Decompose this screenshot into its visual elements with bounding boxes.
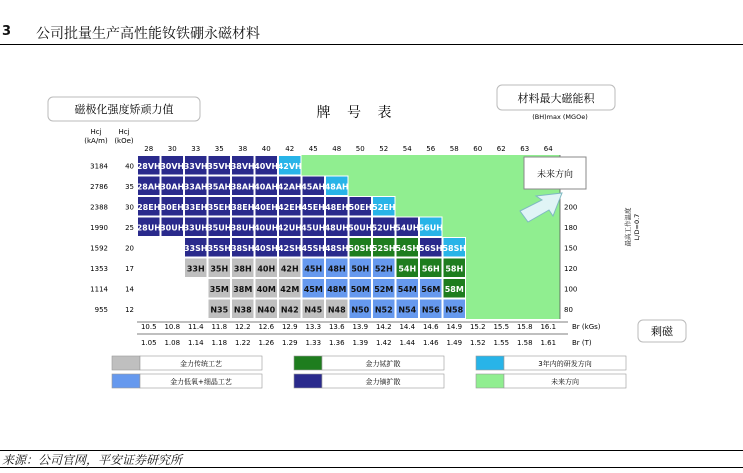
grade-chart: [0, 30, 743, 450]
grade-label: N35: [210, 305, 229, 315]
right-axis-label: 最高工作温度: [624, 207, 632, 247]
empty-cell: [184, 299, 208, 320]
grade-label: 42VH: [277, 161, 302, 171]
grade-label: 38VH: [230, 161, 255, 171]
grade-label: N42: [280, 305, 299, 315]
legend-label: 金力铽扩散: [365, 360, 401, 368]
grade-label: 30AH: [160, 182, 185, 192]
br-kgs-tick: 14.2: [375, 323, 392, 331]
grade-label: 28UH: [136, 223, 161, 233]
br-t-tick: 1.55: [493, 339, 510, 347]
right-axis-tick: 180: [564, 223, 578, 232]
hcj-ka-header: (kA/m): [84, 137, 108, 145]
br-t-tick: 1.52: [469, 339, 486, 347]
chart-title: 牌 号 表: [316, 105, 398, 121]
br-kgs-tick: 15.5: [493, 323, 510, 331]
grade-label: 58SH: [442, 243, 467, 253]
grade-label: 40SH: [254, 243, 279, 253]
grade-label: 40UH: [254, 223, 279, 233]
grade-label: 48H: [327, 264, 346, 274]
grade-label: 40M: [256, 284, 276, 294]
grade-label: 48UH: [324, 223, 349, 233]
br-t-tick: 1.46: [422, 339, 439, 347]
br-kgs-tick: 16.1: [540, 323, 557, 331]
grade-label: 54H: [398, 264, 417, 274]
right-callout-subtext: (BH)max (MGOe): [532, 113, 588, 121]
right-axis-tick: 100: [564, 285, 578, 294]
legend-swatch: [294, 374, 322, 388]
grade-label: 40EH: [254, 202, 278, 212]
grade-label: 54SH: [395, 243, 420, 253]
empty-cell: [161, 299, 185, 320]
br-kgs-label: Br (kGs): [572, 323, 601, 331]
grade-label: 58H: [445, 264, 464, 274]
legend-label: 金力传统工艺: [180, 360, 222, 368]
remanence-callout-text: 剩磁: [651, 325, 673, 338]
br-t-tick: 1.14: [187, 339, 204, 347]
grade-label: 30EH: [160, 202, 184, 212]
grade-label: 48EH: [325, 202, 349, 212]
grade-label: 33VH: [183, 161, 208, 171]
bhmax-tick: 52: [379, 145, 389, 153]
grade-label: 35AH: [207, 182, 232, 192]
br-t-tick: 1.58: [516, 339, 533, 347]
left-callout-text: 磁极化强度矫顽力值: [74, 103, 174, 116]
br-kgs-tick: 13.3: [305, 323, 322, 331]
grade-label: 42EH: [278, 202, 302, 212]
br-t-tick: 1.08: [164, 339, 181, 347]
grade-label: 56M: [421, 284, 441, 294]
bhmax-tick: 30: [167, 145, 177, 153]
grade-label: 45UH: [301, 223, 326, 233]
grade-label: 38EH: [231, 202, 255, 212]
grade-label: 54UH: [395, 223, 420, 233]
right-axis-tick: 200: [564, 203, 578, 212]
bhmax-tick: 62: [496, 145, 506, 153]
legend-label: 未来方向: [551, 378, 579, 386]
grade-label: 54M: [397, 284, 417, 294]
legend-swatch: [476, 356, 504, 370]
grade-label: 52SH: [371, 243, 396, 253]
grade-label: 50UH: [348, 223, 373, 233]
right-axis-tick: 80: [564, 305, 573, 314]
grade-label: 33SH: [183, 243, 208, 253]
br-t-tick: 1.26: [258, 339, 275, 347]
grade-label: 45H: [304, 264, 323, 274]
grade-label: 56H: [421, 264, 440, 274]
br-t-tick: 1.05: [140, 339, 157, 347]
br-t-tick: 1.36: [328, 339, 345, 347]
br-t-tick: 1.42: [375, 339, 392, 347]
grade-label: 48AH: [324, 182, 349, 192]
legend-swatch: [476, 374, 504, 388]
br-kgs-tick: 12.9: [281, 323, 298, 331]
grade-label: 42UH: [277, 223, 302, 233]
br-t-tick: 1.33: [305, 339, 322, 347]
br-t-tick: 1.49: [446, 339, 463, 347]
future-direction-text: 未来方向: [536, 170, 574, 180]
grade-label: 50EH: [348, 202, 372, 212]
bhmax-tick: 56: [426, 145, 436, 153]
br-kgs-tick: 11.4: [187, 323, 204, 331]
grade-label: 33AH: [183, 182, 208, 192]
figure-number: 3: [2, 24, 12, 39]
grade-label: 28VH: [136, 161, 161, 171]
hcj-koe-header: Hcj: [118, 128, 130, 136]
grade-label: N38: [233, 305, 252, 315]
br-kgs-tick: 13.9: [352, 323, 369, 331]
bhmax-tick: 40: [261, 145, 271, 153]
bhmax-tick: 64: [543, 145, 553, 153]
hcj-koe-tick: 17: [125, 264, 134, 273]
br-kgs-tick: 11.8: [211, 323, 228, 331]
grade-label: 45AH: [301, 182, 326, 192]
grade-label: N58: [445, 305, 464, 315]
empty-cell: [161, 237, 185, 258]
br-kgs-tick: 13.6: [328, 323, 345, 331]
br-kgs-tick: 15.8: [516, 323, 533, 331]
legend-swatch: [112, 356, 140, 370]
grade-label: 40H: [257, 264, 276, 274]
grade-label: 28AH: [136, 182, 161, 192]
bhmax-tick: 50: [355, 145, 365, 153]
grade-label: 56UH: [418, 223, 443, 233]
br-t-tick: 1.39: [352, 339, 369, 347]
legend-label: 金力低氧+细晶工艺: [170, 378, 232, 386]
br-kgs-tick: 10.5: [140, 323, 157, 331]
hcj-ka-tick: 1990: [90, 223, 108, 232]
legend-label: 3年内的研发方向: [538, 360, 592, 368]
br-t-tick: 1.22: [234, 339, 251, 347]
br-kgs-tick: 14.4: [399, 323, 416, 331]
grade-label: 38H: [233, 264, 252, 274]
grade-label: 33UH: [183, 223, 208, 233]
grade-label: 33H: [186, 264, 205, 274]
source-note: 来源：公司官网，平安证券研究所: [0, 450, 743, 468]
br-t-label: Br (T): [572, 339, 592, 347]
grade-label: 35VH: [207, 161, 232, 171]
hcj-koe-tick: 20: [125, 244, 134, 253]
grade-label: 48SH: [324, 243, 349, 253]
hcj-koe-tick: 25: [125, 223, 134, 232]
br-kgs-tick: 15.2: [469, 323, 486, 331]
empty-cell: [137, 299, 161, 320]
hcj-koe-tick: 12: [125, 305, 134, 314]
grade-label: 42SH: [277, 243, 302, 253]
right-axis-tick: 120: [564, 264, 578, 273]
grade-label: 35UH: [207, 223, 232, 233]
bhmax-tick: 48: [332, 145, 342, 153]
grade-label: N50: [351, 305, 370, 315]
br-t-tick: 1.29: [281, 339, 298, 347]
right-axis-tick: 150: [564, 244, 578, 253]
grade-label: 45EH: [301, 202, 325, 212]
legend-label: 金力镝扩散: [365, 378, 401, 386]
hcj-ka-tick: 1114: [90, 285, 108, 294]
grade-label: N40: [257, 305, 276, 315]
grade-label: 50SH: [348, 243, 373, 253]
br-t-tick: 1.44: [399, 339, 416, 347]
br-kgs-tick: 14.9: [446, 323, 463, 331]
br-kgs-tick: 10.8: [164, 323, 181, 331]
right-axis-label: L/D=0.7: [633, 213, 641, 241]
bhmax-tick: 28: [144, 145, 154, 153]
hcj-koe-tick: 35: [125, 182, 134, 191]
br-kgs-tick: 12.2: [234, 323, 251, 331]
grade-label: 52H: [374, 264, 393, 274]
grade-label: 30UH: [160, 223, 185, 233]
grade-label: 35M: [209, 284, 229, 294]
grade-label: 52EH: [372, 202, 396, 212]
grade-label: N54: [398, 305, 417, 315]
grade-label: 56SH: [418, 243, 443, 253]
grade-label: 50H: [351, 264, 370, 274]
empty-cell: [137, 258, 161, 279]
br-kgs-tick: 12.6: [258, 323, 275, 331]
hcj-koe-tick: 14: [125, 285, 134, 294]
bhmax-tick: 35: [214, 145, 224, 153]
grade-label: 38UH: [230, 223, 255, 233]
grade-label: N45: [304, 305, 323, 315]
hcj-koe-tick: 30: [125, 203, 134, 212]
bhmax-tick: 33: [191, 145, 201, 153]
empty-cell: [137, 278, 161, 299]
bhmax-tick: 54: [402, 145, 412, 153]
grade-label: 50M: [350, 284, 370, 294]
hcj-ka-tick: 955: [94, 305, 108, 314]
hcj-koe-header: (kOe): [114, 137, 134, 145]
hcj-ka-tick: 1592: [90, 244, 108, 253]
grade-label: N52: [374, 305, 393, 315]
grade-label: 42M: [280, 284, 300, 294]
hcj-koe-tick: 40: [125, 162, 134, 171]
figure-title: 公司批量生产高性能钕铁硼永磁材料: [36, 26, 260, 42]
grade-label: 35EH: [207, 202, 231, 212]
grade-label: 40AH: [254, 182, 279, 192]
bhmax-tick: 38: [238, 145, 248, 153]
br-t-tick: 1.61: [540, 339, 557, 347]
hcj-ka-tick: 2388: [90, 203, 108, 212]
grade-label: N48: [327, 305, 346, 315]
right-callout-text: 材料最大磁能积: [517, 92, 595, 105]
grade-label: 40VH: [254, 161, 279, 171]
grade-label: 45SH: [301, 243, 326, 253]
grade-label: 38M: [233, 284, 253, 294]
grade-label: 48M: [327, 284, 347, 294]
legend-swatch: [294, 356, 322, 370]
grade-label: 45M: [303, 284, 323, 294]
grade-label: 33EH: [184, 202, 208, 212]
empty-cell: [184, 278, 208, 299]
hcj-ka-header: Hcj: [90, 128, 102, 136]
empty-cell: [161, 258, 185, 279]
grade-label: 35SH: [207, 243, 232, 253]
bhmax-tick: 63: [520, 145, 530, 153]
grade-label: 52M: [374, 284, 394, 294]
grade-label: 42H: [280, 264, 299, 274]
bhmax-tick: 58: [449, 145, 459, 153]
br-kgs-tick: 14.6: [422, 323, 439, 331]
grade-label: N56: [421, 305, 440, 315]
grade-label: 52UH: [371, 223, 396, 233]
bhmax-tick: 45: [308, 145, 318, 153]
grade-label: 35H: [210, 264, 229, 274]
empty-cell: [161, 278, 185, 299]
grade-label: 30VH: [160, 161, 185, 171]
hcj-ka-tick: 3184: [90, 162, 108, 171]
br-t-tick: 1.18: [211, 339, 228, 347]
grade-label: 38SH: [230, 243, 255, 253]
bhmax-tick: 42: [285, 145, 295, 153]
legend-swatch: [112, 374, 140, 388]
grade-label: 38AH: [230, 182, 255, 192]
grade-label: 42AH: [277, 182, 302, 192]
hcj-ka-tick: 2786: [90, 182, 108, 191]
grade-label: 58M: [444, 284, 464, 294]
empty-cell: [137, 237, 161, 258]
hcj-ka-tick: 1353: [90, 264, 108, 273]
bhmax-tick: 60: [473, 145, 483, 153]
grade-label: 28EH: [137, 202, 161, 212]
